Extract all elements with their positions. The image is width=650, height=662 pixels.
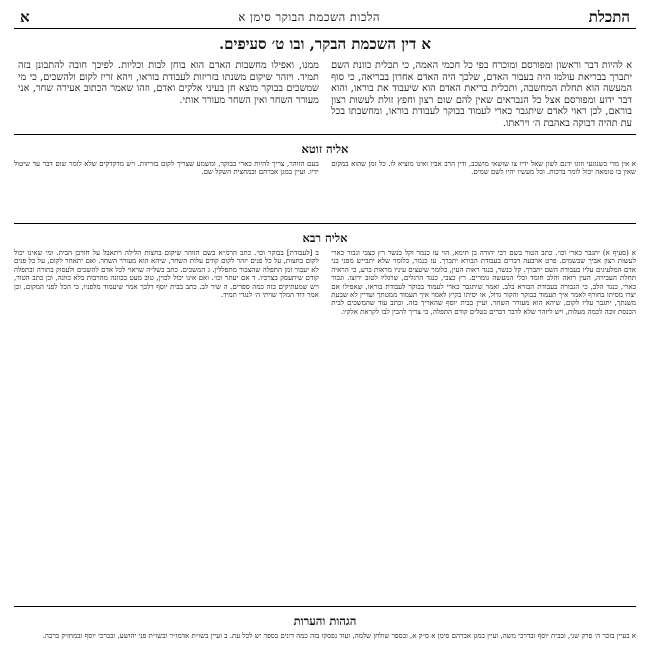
siman-title: א דין השכמת הבקר, ובו ט׳ סעיפים.: [218, 35, 432, 53]
main-text-left-col: ממנו, ואפילו מחשבות האדם הוא בוחן לבות וכליות. לפיכך חובה להתבונן בזה תמיד. ויזהר שיקום משנתו בזריזות לעבודת בוראו, ויהא זריז לקום ולהשכים, כי מי שמשכים בבוקר מוצא חן בעיני אלקים ואדם, וזהו שאמר הכתוב אעירה שחר, אני מעורר השחר ואין השחר מעורר אותי.: [18, 60, 319, 106]
page-header: [14, 6, 636, 29]
eliyah-zuta-left-col: בעם הזוהר, צריך להיות כארי בבוקר, ומשמע שצריך לקום בזריזות. ויש מדקדקים שלא לומר שום דבר עד שיטול ידיו. ועיין במגן אברהם ובמחצית השקל שם.: [14, 160, 319, 177]
main-text-right-col: א להיות דבר וראשון ומפורסם ומוכרח בפי כל חכמי האמה, כי תכלית כוונת השם יתברך בבריאת עולמו היה בעבור האדם, שלכך היה האדם אחרון בבריאה, כי סוף המעשה הוא תחלת המחשבה, ותכלית בריאת האדם הוא שיעבוד את בוראו, והוא דבר ידוע ומפורסם אצל כל הנבראים שאין להם שום רצון וחפץ זולת לעשות רצון בוראם, לכן ראוי לאדם שיתגבר כארי לעמוד בבוקר לעבודת בוראו, ומחשבתו בכל עת תהיה דבוקה באהבת ה׳ ויראתו.: [331, 60, 632, 129]
eliyah-raba-left-col: ב [לעבודת] בבוקר וכו׳. כתב הרמ״א בשם הזוהר שיקום בחצות הלילה ויתאבל על חורבן הבית. ומי שאינו יכול לקום בחצות, על כל פנים יזהר לקום קודם עלות השחר, שיהא הוא מעורר השחר. ואם יתאחר לקום, על כל פנים לא יעבור זמן התפלה שהצבור מתפללין. ג המשכים. כתב בשל״ה שראוי לכל אדם להשכים ולעסוק בתורה ובתפלה קודם שיתעסק בצרכיו. ד אם יעתר וכו׳. ואם אינו יכול לכוין, טוב מעט בכוונה מהרבות בלא כוונה, וכן כתב הטור, ויש שמעתיקים בזה כמה ספרים. ה שיר לב. כתב בבית יוסף דלכך אמר שיעמוד מלפניו, כי הכל לפני המקום, וכן אמר דוד המלך שויתי ה׳ לנגדי תמיד.: [14, 249, 319, 300]
divider: [14, 606, 636, 607]
main-text: [18, 60, 632, 129]
eliyah-zuta-section: [14, 140, 636, 218]
header-right-title: התכלת: [588, 7, 630, 26]
eliyah-raba-section: [14, 229, 636, 601]
eliyah-raba-right-col: א (סעיף א) יתגבר כארי וכו׳. כתב הטור בשם רבי יהודה בן תימא, הוי עז כנמר וקל כנשר רץ כצבי וגבור כארי לעשות רצון אביך שבשמים. פרט ארבעה דברים בעבודת הבורא יתברך. עז כנמר, כלומר שלא יתבייש מפני בני אדם המלעיגים עליו בעבודת השם יתברך. קל כנשר, כנגד ראות העין, כלומר שיעצים עיניו מראות ברע, כי הראיה תחלת העבירה, העין רואה והלב חומד וכלי המעשה גומרים. רץ כצבי, כנגד הרגלים, שרגליו לטוב ירוצו. וגבור כארי, כנגד הלב, כי הגבורה בעבודת הבורא בלב. ואמר שיתגבר כארי לעמוד בבוקר לעבודת בוראו, שאפילו אם יצרו מסיתו בחורף לאמר איך תעמוד בבוקר והקור גדול, או יסיתו בקיץ לאמר איך תעמוד ממטתך ועדיין לא שבעת משנתך, יתגבר עליו לקום, שיהא הוא מעורר השחר. ועיין בבית יוסף שהאריך בזה. וכתב עוד שהמשכים לבית הכנסת זוכה לכמה מעלות, ויש ליזהר שלא לדבר דברים בטלים קודם התפלה, כי צריך להכין לבו לקראת אלקיו.: [331, 249, 636, 316]
divider: [14, 134, 636, 135]
eliyah-zuta-title: אליה זוטא: [301, 142, 349, 156]
hagahot-title: הגהות והערות: [293, 614, 357, 628]
hagahot-section: [14, 612, 636, 662]
hagahot-text: א בעיין בזכר ה׳ פרק שני, ובבית יוסף ובדרכי משה, ועיין במגן אברהם סימן א ס״ק א, ובספר שולחן שלמה, ועוד נפסקו בזה כמה דינים בספר יש לכל עת. ב ועיין בשו״ת אדמו״ר ובשו״ת פני יהושע, ובברכי יוסף ובמחזיק ברכה.: [42, 632, 636, 640]
header-siman-letter: א: [20, 7, 30, 26]
eliyah-zuta-right-col: א אין מדי כשנוגעי וזוגו ידנם לשון שאל ידיו צו שושאי מושכב, ודין הרב אביו ואינו מוציא לו. כל זמן שהוא במקום שאין בו טומאה יכול לומר ברכות. וכל מעשיו יהיו לשם שמים.: [331, 160, 636, 177]
eliyah-raba-text: [14, 249, 636, 316]
eliyah-raba-title: אליה רבא: [302, 231, 348, 245]
divider: [14, 223, 636, 224]
eliyah-zuta-text: [14, 160, 636, 177]
header-running-title: הלכות השכמת הבוקר סימן א: [238, 10, 380, 24]
